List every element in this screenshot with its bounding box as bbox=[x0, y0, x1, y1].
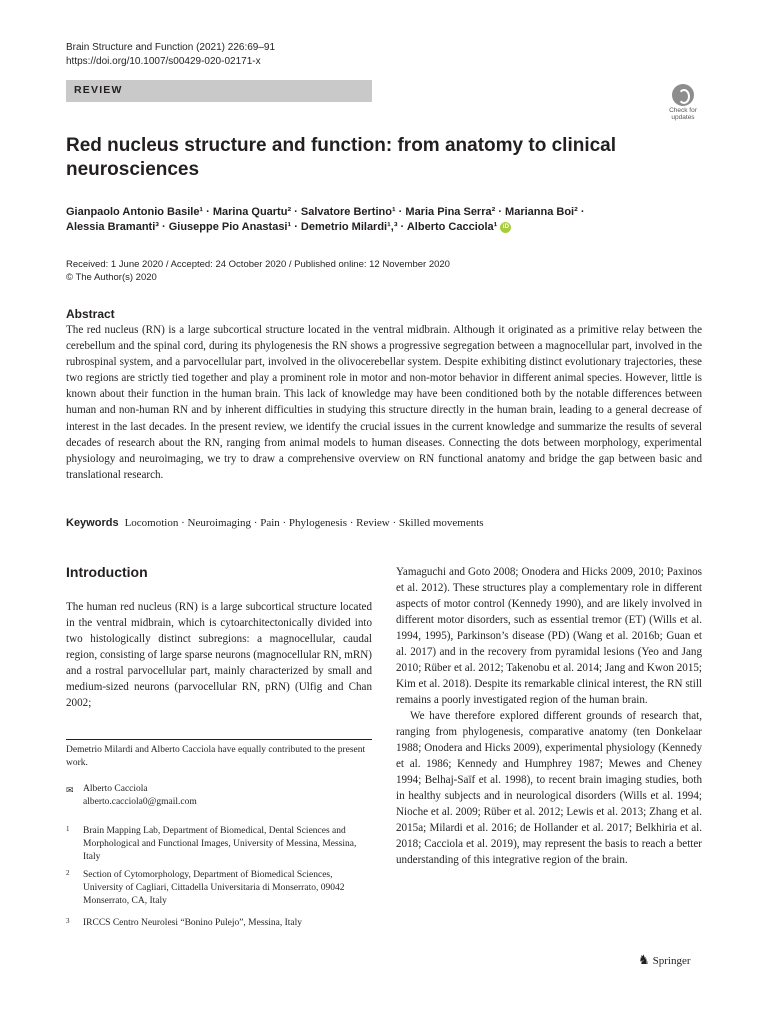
affiliation-text: Brain Mapping Lab, Department of Biomedical, Dental Sciences and Morphological and Functional Images, University of Messina, Messina, Italy bbox=[83, 826, 357, 862]
affiliation-text: IRCCS Centro Neurolesi “Bonino Pulejo”, Messina, Italy bbox=[83, 918, 303, 928]
history-dates: Received: 1 June 2020 / Accepted: 24 October 2020 / Published online: 12 November 2020 bbox=[66, 259, 450, 270]
introduction-heading: Introduction bbox=[66, 564, 148, 580]
publisher-name: Springer bbox=[652, 955, 691, 967]
authors-line-2-text: Alessia Bramanti³ · Giuseppe Pio Anastasi¹ · Demetrio Milardi¹,³ · Alberto Cacciola¹ bbox=[66, 221, 498, 233]
abstract-heading: Abstract bbox=[66, 307, 115, 321]
authors-line-2 bbox=[66, 220, 686, 235]
authors-line-1: Gianpaolo Antonio Basile¹ · Marina Quartu² · Salvatore Bertino¹ · Maria Pina Serra² · Marianna Boi² · bbox=[66, 206, 585, 218]
abstract-text: The red nucleus (RN) is a large subcortical structure located in the ventral midbrain. Although it originated as a primitive relay between the cerebellum and the spinal cord, during its phylogenesis the RN shows a progressive segregation between a magnocellular part, involved in the rubrospinal system, and a parvocellular part, involved in the olivocerebellar system. Despite exhibiting distinct evolutionary trajectories, these two regions are strictly tied together and play a prominent role in motor and non-motor behavior in different animal species. However, little is known about their function in the human brain. This lack of knowledge may have been conditioned both by the notable differences between human and non-human RN and by inherent difficulties in studying this structure directly in the human brain, leading to a general decrease of interest in the last decades. In the present review, we identify the crucial issues in the current knowledge and summarize the results of several decades of research about the RN, ranging from animal models to human diseases. Connecting the dots between morphology, experimental physiology and neuroimaging, we try to draw a comprehensive overview on RN functional anatomy and bridge the gap between basic and translational research. bbox=[66, 324, 702, 481]
corresponding-email[interactable]: alberto.cacciola0@gmail.com bbox=[83, 797, 197, 807]
intro-column-2 bbox=[396, 564, 702, 868]
doi-link[interactable]: https://doi.org/10.1007/s00429-020-02171-x bbox=[66, 56, 261, 67]
envelope-icon: ✉ bbox=[66, 785, 74, 795]
journal-header bbox=[66, 41, 275, 69]
orcid-icon[interactable]: iD bbox=[500, 222, 511, 233]
badge-label: Check for updates bbox=[669, 107, 697, 121]
keywords-line bbox=[66, 517, 702, 529]
refresh-icon bbox=[672, 84, 694, 106]
affiliation-text: Section of Cytomorphology, Department of Biomedical Sciences, University of Cagliari, Cittadella Universitaria di Monserrato, 09042 Monserrato, CA, Italy bbox=[83, 870, 345, 906]
copyright-line: © The Author(s) 2020 bbox=[66, 272, 157, 283]
publisher-logo bbox=[638, 952, 691, 968]
publication-dates bbox=[66, 258, 450, 284]
intro-column-1: The human red nucleus (RN) is a large subcortical structure located in the ventral midbrain, which is cytoarchitectonically divided into two histologically distinct subregions: a magnocellular, caudal region, consisting of large sparse neurons (magnocellular RN, mRN) and a rostral parvocellular part, mainly characterized by small and medium-sized neurons (parvocellular RN, pRN) (Ulfig and Chan 2002; bbox=[66, 601, 372, 709]
author-list bbox=[66, 205, 686, 235]
section-label: REVIEW bbox=[74, 84, 123, 96]
affiliation-1 bbox=[66, 825, 372, 864]
affiliation-number: 2 bbox=[66, 869, 70, 877]
footnote-divider bbox=[66, 739, 372, 740]
keywords-label: Keywords bbox=[66, 517, 119, 529]
intro-paragraph-continued: Yamaguchi and Goto 2008; Onodera and Hicks 2009, 2010; Paxinos et al. 2012). These structures play a complementary role in different aspects of motor control (Kennedy 1990), and are likely involved in different motor disorders, such as essential tremor (ET) (Wills et al. 1994, 1995), Parkinson’s disease (PD) (Wang et al. 2016b; Guan et al. 2017) and in the recovery from pyramidal lesions (Yeo and Jang 2010; Rüber et al. 2012; Takenobu et al. 2014; Jang and Kwon 2015; Kim et al. 2018). Despite its remarkable clinical interest, the RN still remains a poorly investigated region of the human brain. bbox=[396, 566, 702, 706]
check-for-updates-badge[interactable] bbox=[662, 84, 704, 124]
corresponding-author bbox=[66, 783, 372, 809]
affiliation-2 bbox=[66, 869, 372, 908]
intro-paragraph-2: We have therefore explored different grounds of research that, ranging from phylogenesis, comparative anatomy (ten Donkelaar 1988; Onodera and Hicks 2009), experimental physiology (Kennedy et al. 1986; Kennedy and Humphrey 1987; Mewes and Cheney 1994; Belhaj-Saïf et al. 1998), to recent brain imaging studies, both in healthy subjects and in neurological disorders (Wills et al. 1994; Nioche et al. 2009; Rüber et al. 2012; Lewis et al. 2013; Zhang et al. 2015a; Milardi et al. 2016; de Hollander et al. 2017; Belkhiria et al. 2018; Cacciola et al. 2019), may represent the basis to reach a better understanding of this integrative region of the brain. bbox=[396, 710, 702, 866]
article-title: Red nucleus structure and function: from anatomy to clinical neurosciences bbox=[66, 135, 617, 180]
section-band bbox=[66, 80, 372, 102]
affiliation-number: 1 bbox=[66, 825, 70, 833]
springer-horse-icon: ♞ bbox=[638, 952, 650, 967]
corresponding-name: Alberto Cacciola bbox=[83, 784, 148, 794]
affiliation-number: 3 bbox=[66, 917, 70, 925]
affiliation-3 bbox=[66, 917, 372, 930]
journal-citation: Brain Structure and Function (2021) 226:69–91 bbox=[66, 42, 276, 53]
keywords-list: Locomotion · Neuroimaging · Pain · Phylogenesis · Review · Skilled movements bbox=[124, 517, 484, 529]
equal-contribution-note: Demetrio Milardi and Alberto Cacciola have equally contributed to the present work. bbox=[66, 745, 366, 768]
